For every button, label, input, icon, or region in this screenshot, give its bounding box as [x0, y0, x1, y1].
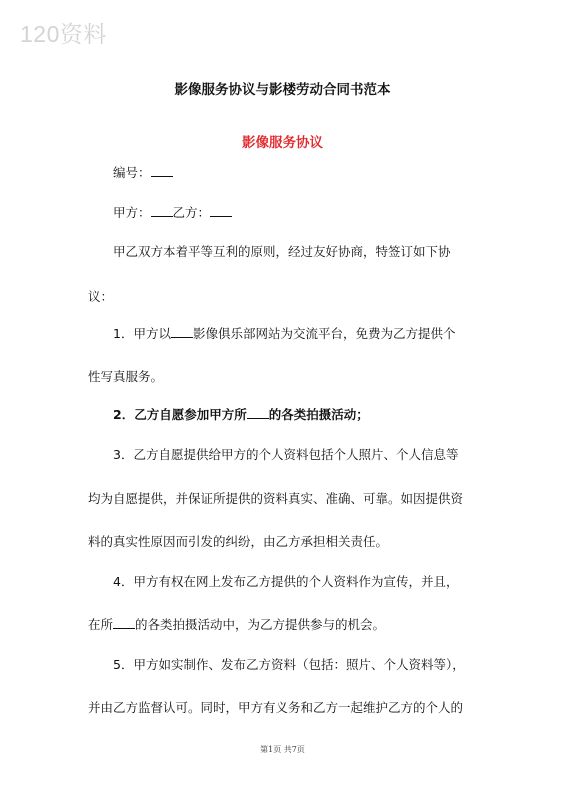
blank-field	[247, 406, 269, 419]
clause-text: 在所	[88, 617, 114, 632]
document-title: 影像服务协议与影楼劳动合同书范本	[174, 82, 391, 98]
blank-field	[210, 204, 232, 217]
clause-3-line: 3．乙方自愿提供给甲方的个人资料包括个人照片、个人信息等	[113, 447, 459, 462]
clause-4-line: 4．甲方有权在网上发布乙方提供的个人资料作为宣传，并且，	[113, 574, 459, 589]
page-number: 第1页 共7页	[260, 745, 305, 754]
clause-text: 的各类拍摄活动；	[268, 407, 369, 422]
section-title: 影像服务协议	[242, 135, 323, 151]
clause-text: 的各类拍摄活动中，为乙方提供参与的机会。	[135, 617, 386, 632]
paragraph-line: 均为自愿提供，并保证所提供的资料真实、准确、可靠。如因提供资	[88, 491, 464, 506]
clause-5-line: 5．甲方如实制作、发布乙方资料（包括：照片、个人资料等），	[113, 657, 465, 672]
clause-2-line	[113, 405, 369, 423]
blank-field	[113, 616, 135, 629]
paragraph-line: 甲乙双方本着平等互利的原则，经过友好协商，特签订如下协	[113, 244, 451, 259]
paragraph-line: 料的真实性原因而引发的纠纷，由乙方承担相关责任。	[88, 534, 389, 549]
party-b-label: 乙方：	[172, 205, 211, 220]
paragraph-line: 并由乙方监督认可。同时，甲方有义务和乙方一起维护乙方的个人的	[88, 700, 464, 715]
contract-number-line	[113, 163, 173, 181]
blank-field	[151, 164, 173, 177]
paragraph-line	[88, 615, 385, 633]
blank-field	[171, 325, 193, 338]
paragraph-line: 议：	[88, 289, 114, 304]
clause-text: 2．乙方自愿参加甲方所	[113, 407, 247, 422]
clause-text: 1．甲方以	[113, 326, 171, 341]
contract-number-label: 编号：	[113, 165, 151, 180]
party-a-label: 甲方：	[113, 205, 151, 220]
parties-line	[113, 203, 232, 221]
watermark-logo: 120资料	[20, 21, 107, 47]
paragraph-line: 性写真服务。	[88, 369, 164, 384]
blank-field	[151, 204, 173, 217]
clause-1-line	[113, 324, 455, 342]
clause-text: 影像俱乐部网站为交流平台，免费为乙方提供个	[192, 326, 456, 341]
